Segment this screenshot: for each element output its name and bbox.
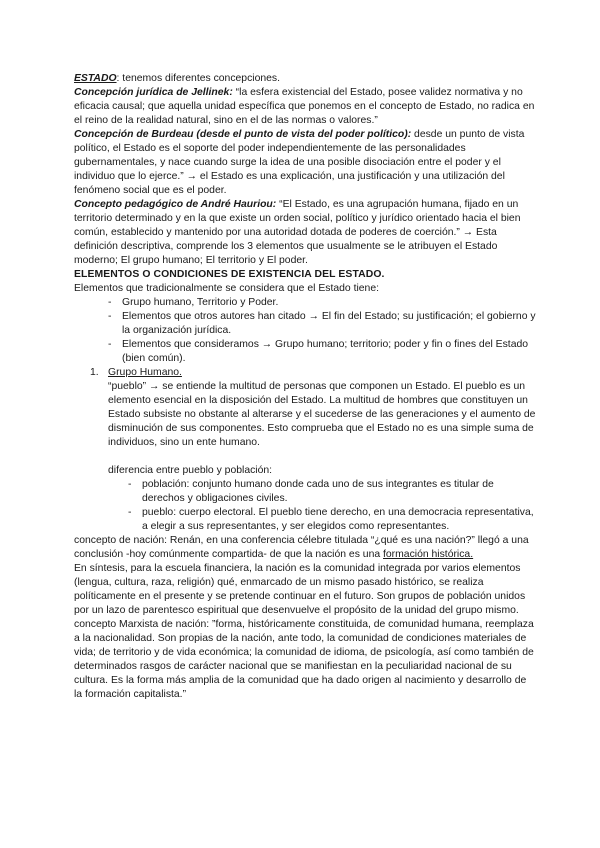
numbered-list [74, 366, 536, 534]
jellinek-paragraph [74, 86, 536, 128]
list-item: - población: conjunto humano donde cada uno de sus integrantes es titular de derechos y obligaciones civiles. [128, 478, 536, 506]
nacion-paragraph [74, 534, 536, 562]
hauriou-paragraph [74, 198, 536, 268]
item-number: 1. [90, 367, 99, 378]
elementos-intro: Elementos que tradicionalmente se considera que el Estado tiene: [74, 283, 379, 294]
list-item: - pueblo: cuerpo electoral. El pueblo tiene derecho, en una democracia representativa, a elegir a sus representantes, y ser elegidos como representantes. [128, 506, 536, 534]
grupo-humano-title: Grupo Humano. [108, 367, 182, 378]
burdeau-paragraph [74, 128, 536, 198]
formacion-historica: formación histórica. [383, 549, 474, 560]
elementos-list [74, 296, 536, 366]
burdeau-title: Concepción de Burdeau (desde el punto de vista del poder político): [74, 129, 412, 140]
grupo-humano-item [74, 366, 536, 534]
estado-paragraph [74, 72, 536, 86]
diferencia-list [108, 478, 536, 534]
jellinek-text: “la esfera existencial del Estado, posee validez normativa y no eficacia causal; que aquella unidad específica que ponemos en el concepto de Estado, no radica en el reino de la realidad natural, sino en el de las normas o valores.” [74, 87, 535, 126]
marxista-paragraph: concepto Marxista de nación: ”forma, históricamente constituida, de comunidad humana, reemplaza a la nacionalidad. Son propias de la nación, ante todo, la comunidad de condiciones materiales de vida; de territorio y de vida económica; la comunidad de idioma, de psicología, así como también de determinados rasgos de carácter nacional que se manifiestan en la peculiaridad nacional de su cultura. Es la forma más amplia de la comunidad que ha dado origen al nacimiento y desarrollo de la formación capitalista.” [74, 619, 534, 700]
hauriou-text: “El Estado, es una agrupación humana, fijado en un territorio determinado y en la que existe un orden social, político y jurídico orientado hacia el bien común, establecido y mantenido por una autoridad dotada de poderes de coerción.” → Esta definición descriptiva, comprende los 3 elementos que usualmente se le atribuyen el Estado moderno; El grupo humano; El territorio y El poder. [74, 199, 521, 266]
estado-term: ESTADO [74, 73, 117, 84]
hauriou-title: Concepto pedagógico de André Hauriou: [74, 199, 277, 210]
list-item: - Elementos que consideramos → Grupo humano; territorio; poder y fin o fines del Estado (bien común). [108, 338, 536, 366]
elementos-heading: ELEMENTOS O CONDICIONES DE EXISTENCIA DEL ESTADO. [74, 269, 385, 280]
diferencia-text: diferencia entre pueblo y población: [108, 465, 273, 476]
estado-intro: : tenemos diferentes concepciones. [116, 73, 280, 84]
nacion-text: concepto de nación: Renán, en una conferencia célebre titulada “¿qué es una nación?” llegó a una conclusión -hoy comúnmente compartida- de que la nación es una [74, 535, 529, 560]
document-body [74, 72, 536, 702]
list-item: - Elementos que otros autores han citado → El fin del Estado; su justificación; el gobierno y la organización jurídica. [108, 310, 536, 338]
list-item: - Grupo humano, Territorio y Poder. [108, 296, 536, 310]
jellinek-title: Concepción jurídica de Jellinek: [74, 87, 233, 98]
burdeau-text: desde un punto de vista político, el Estado es el soporte del poder independientemente de las personalidades gubernamentales, y nace cuando surge la idea de una posible disociación entre el poder y el individuo que lo ejerce.” → el Estado es una explicación, una justificación y una utilización del fenómeno social que es el poder. [74, 129, 525, 196]
sintesis-paragraph: En síntesis, para la escuela financiera, la nación es la comunidad integrada por varios elementos (lengua, cultura, raza, religión) qué, enmarcado de un mismo pasado histórico, se realiza políticamente en el presente y se pretende continuar en el futuro. Son grupos de población unidos por un lazo de parentesco espiritual que desenvuelve el propósito de la unidad del grupo mismo. [74, 563, 526, 616]
grupo-humano-text: “pueblo” → se entiende la multitud de personas que componen un Estado. El pueblo es un elemento esencial en la disposición del Estado. La multitud de hombres que constituyen un Estado subsiste no obstante al alterarse y el sucederse de las generaciones y el aumento de disminución de sus componentes. Esto comprueba que el Estado no es una simple suma de individuos, sino un ente humano. [108, 381, 536, 448]
